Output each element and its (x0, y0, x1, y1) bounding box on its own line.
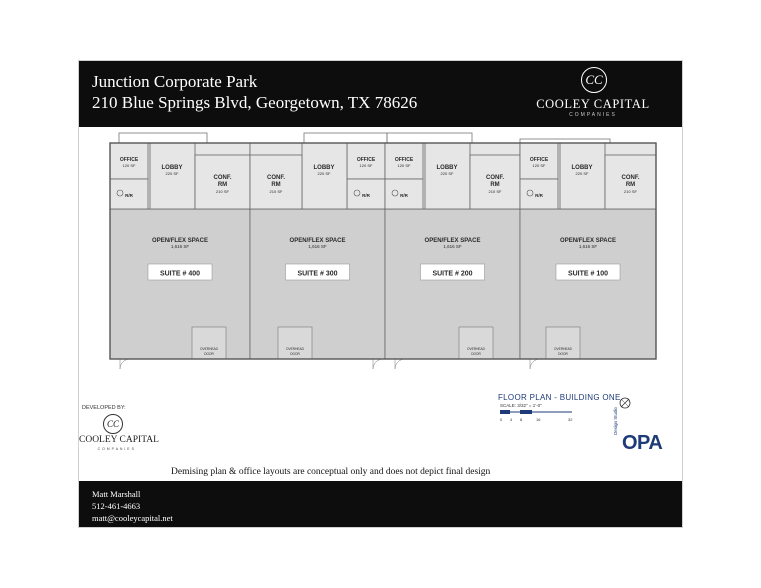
open-space-label: OPEN/FLEX SPACE (424, 238, 481, 244)
contact-phone: 512-461-4663 (92, 501, 141, 511)
conf-sf: 210 SF (269, 189, 283, 194)
developer-label: DEVELOPED BY: (82, 405, 126, 411)
conf-sf: 210 SF (216, 189, 229, 194)
developer-monogram-icon: CC (103, 414, 123, 434)
disclaimer-text: Demising plan & office layouts are conceptual only and does not depict final design (171, 467, 491, 477)
door-swing-icon (530, 359, 540, 369)
svg-text:0: 0 (500, 417, 503, 422)
svg-text:4: 4 (510, 417, 513, 422)
developer-brand: COOLEY CAPITAL (79, 435, 159, 445)
lobby-label: LOBBY (161, 165, 183, 171)
restroom-label: R/R (125, 193, 133, 198)
north-arrow-icon (618, 396, 634, 412)
lobby-room (302, 143, 347, 209)
developer-subtitle: C O M P A N I E S (97, 447, 135, 451)
floor-plan-scale: SCALE: 3/32" = 1'-0" (500, 403, 542, 408)
restroom-label: R/R (400, 193, 408, 198)
lobby-room (425, 143, 470, 209)
svg-text:16: 16 (536, 417, 541, 422)
open-space-label: OPEN/FLEX SPACE (289, 238, 346, 244)
open-space-sf: 1,616 SF (308, 244, 327, 249)
open-space-sf: 1,616 SF (443, 244, 462, 249)
office-sf: 120 SF (359, 163, 373, 168)
brand-name: COOLEY CAPITAL (536, 97, 650, 111)
floor-plan-title: FLOOR PLAN - BUILDING ONE (498, 393, 621, 402)
lobby-sf: 220 SF (317, 171, 331, 176)
office-sf: 120 SF (397, 163, 411, 168)
door-label-1: OVERHEAD (200, 347, 218, 351)
door-label-1: OVERHEAD (467, 347, 485, 351)
door-label-1: OVERHEAD (286, 347, 304, 351)
floor-plan (79, 127, 683, 387)
suite-number: SUITE # 400 (159, 270, 201, 278)
office-label: OFFICE (356, 157, 376, 163)
lobby-room (560, 143, 605, 209)
conf-label-1: CONF. (486, 175, 504, 181)
door-label-2: DOOR (290, 352, 300, 356)
office-label: OFFICE (394, 157, 414, 163)
conf-label-2: RM (271, 182, 281, 188)
lobby-sf: 220 SF (165, 171, 179, 176)
lobby-label: LOBBY (571, 165, 593, 171)
restroom-label: R/R (362, 193, 370, 198)
brand-monogram-icon: CC (581, 67, 607, 93)
architect-subtitle: Design Studio (613, 406, 618, 435)
brochure-page (78, 60, 683, 528)
open-flex-space (520, 209, 656, 359)
conf-label-1: CONF. (267, 175, 285, 181)
property-address: 210 Blue Springs Blvd, Georgetown, TX 78626 (92, 93, 418, 112)
open-flex-space (385, 209, 520, 359)
door-swing-icon (120, 359, 130, 369)
property-name: Junction Corporate Park (92, 72, 258, 91)
suite-number: SUITE # 200 (432, 270, 473, 278)
conf-label-1: CONF. (213, 175, 232, 181)
office-label: OFFICE (119, 157, 139, 163)
open-space-label: OPEN/FLEX SPACE (152, 238, 208, 244)
conf-label-2: RM (490, 182, 500, 188)
lobby-label: LOBBY (436, 165, 458, 171)
conf-sf: 210 SF (624, 189, 637, 194)
svg-text:32: 32 (568, 417, 573, 422)
office-sf: 120 SF (122, 163, 136, 168)
lobby-label: LOBBY (313, 165, 335, 171)
footer-bar (79, 481, 683, 528)
brand-subtitle: COMPANIES (569, 112, 617, 118)
scale-bar (500, 409, 625, 425)
contact-name: Matt Marshall (92, 489, 141, 499)
conf-label-2: RM (217, 182, 228, 188)
suite-number: SUITE # 300 (297, 270, 338, 278)
open-flex-space (110, 209, 250, 359)
door-swing-icon (373, 359, 383, 369)
conf-sf: 210 SF (488, 189, 502, 194)
lobby-sf: 220 SF (440, 171, 454, 176)
conf-label-2: RM (625, 182, 636, 188)
office-label: OFFICE (529, 157, 549, 163)
door-label-2: DOOR (471, 352, 481, 356)
suite-number: SUITE # 100 (567, 270, 609, 278)
office-sf: 120 SF (532, 163, 546, 168)
door-label-2: DOOR (204, 352, 214, 356)
architect-logo: OPA (622, 432, 663, 454)
restroom-label: R/R (535, 193, 543, 198)
lobby-room (150, 143, 195, 209)
conf-label-1: CONF. (621, 175, 640, 181)
door-label-2: DOOR (558, 352, 568, 356)
open-space-label: OPEN/FLEX SPACE (560, 238, 616, 244)
open-space-sf: 1,616 SF (170, 244, 190, 249)
door-label-1: OVERHEAD (554, 347, 572, 351)
open-space-sf: 1,616 SF (578, 244, 598, 249)
svg-text:8: 8 (520, 417, 523, 422)
header-bar (79, 61, 683, 127)
lobby-sf: 220 SF (575, 171, 589, 176)
door-swing-icon (395, 359, 405, 369)
contact-email: matt@cooleycapital.net (92, 513, 173, 523)
open-flex-space (250, 209, 385, 359)
